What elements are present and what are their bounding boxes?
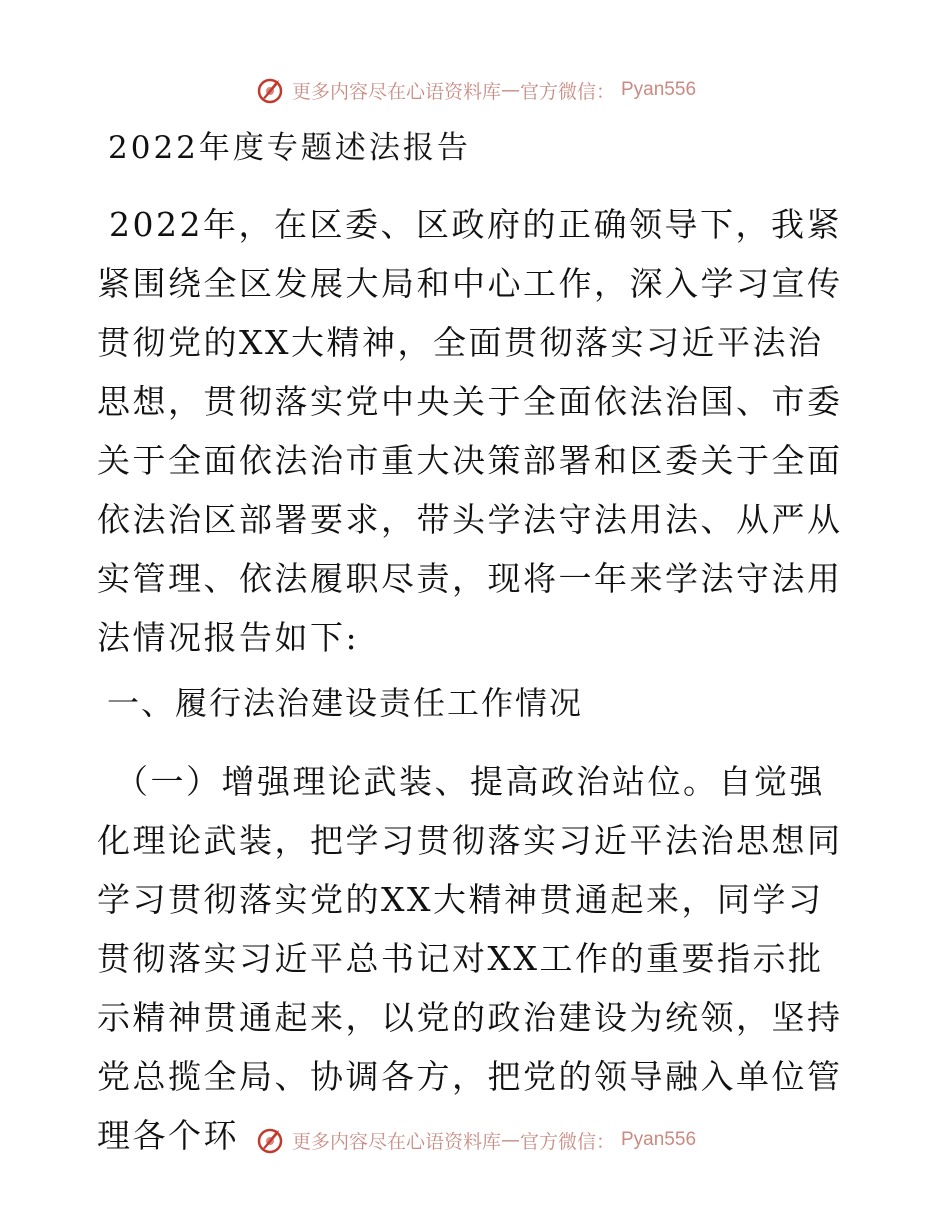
watermark-id: Pyan556 (621, 1129, 697, 1150)
watermark-footer (0, 1120, 950, 1160)
section-heading (97, 674, 852, 733)
watermark-separator: — (500, 1129, 518, 1151)
document-title: 2022年度专题述法报告 (108, 130, 471, 166)
watermark-text: 更多内容尽在心语资料库 (291, 1130, 501, 1153)
watermark-header (0, 70, 950, 110)
section-heading-text: 一、履行法治建设责任工作情况 (107, 684, 584, 722)
watermark-text: 更多内容尽在心语资料库 (291, 80, 501, 103)
brush-logo-icon (254, 74, 286, 106)
watermark-prefix: 官方微信： (519, 1130, 615, 1153)
intro-paragraph: 2022年，在区委、区政府的正确领导下，我紧紧围绕全区发展大局和中心工作，深入学习宣传贯彻党的XX大精神，全面贯彻落实习近平法治思想，贯彻落实党中央关于全面依法治国、市委关于全面依法治市重大决策部署和区委关于全面依法治区部署要求，带头学法守法用法、从严从实管理、依法履职尽责，现将一年来学法守法用法情况报告如下: (97, 205, 843, 657)
watermark-separator: — (500, 79, 518, 101)
watermark-prefix: 官方微信： (519, 80, 615, 103)
section-body-paragraph: （一）增强理论武装、提高政治站位。自觉强化理论武装，把学习贯彻落实习近平法治思想同学习贯彻落实党的XX大精神贯通起来，同学习贯彻落实习近平总书记对XX工作的重要指示批示精神贯通起来，以党的政治建设为统领，坚持党总揽全局、协调各方，把党的领导融入单位管理各个环 (97, 762, 843, 1155)
brush-logo-icon (254, 1124, 286, 1156)
watermark-id: Pyan556 (621, 79, 697, 100)
